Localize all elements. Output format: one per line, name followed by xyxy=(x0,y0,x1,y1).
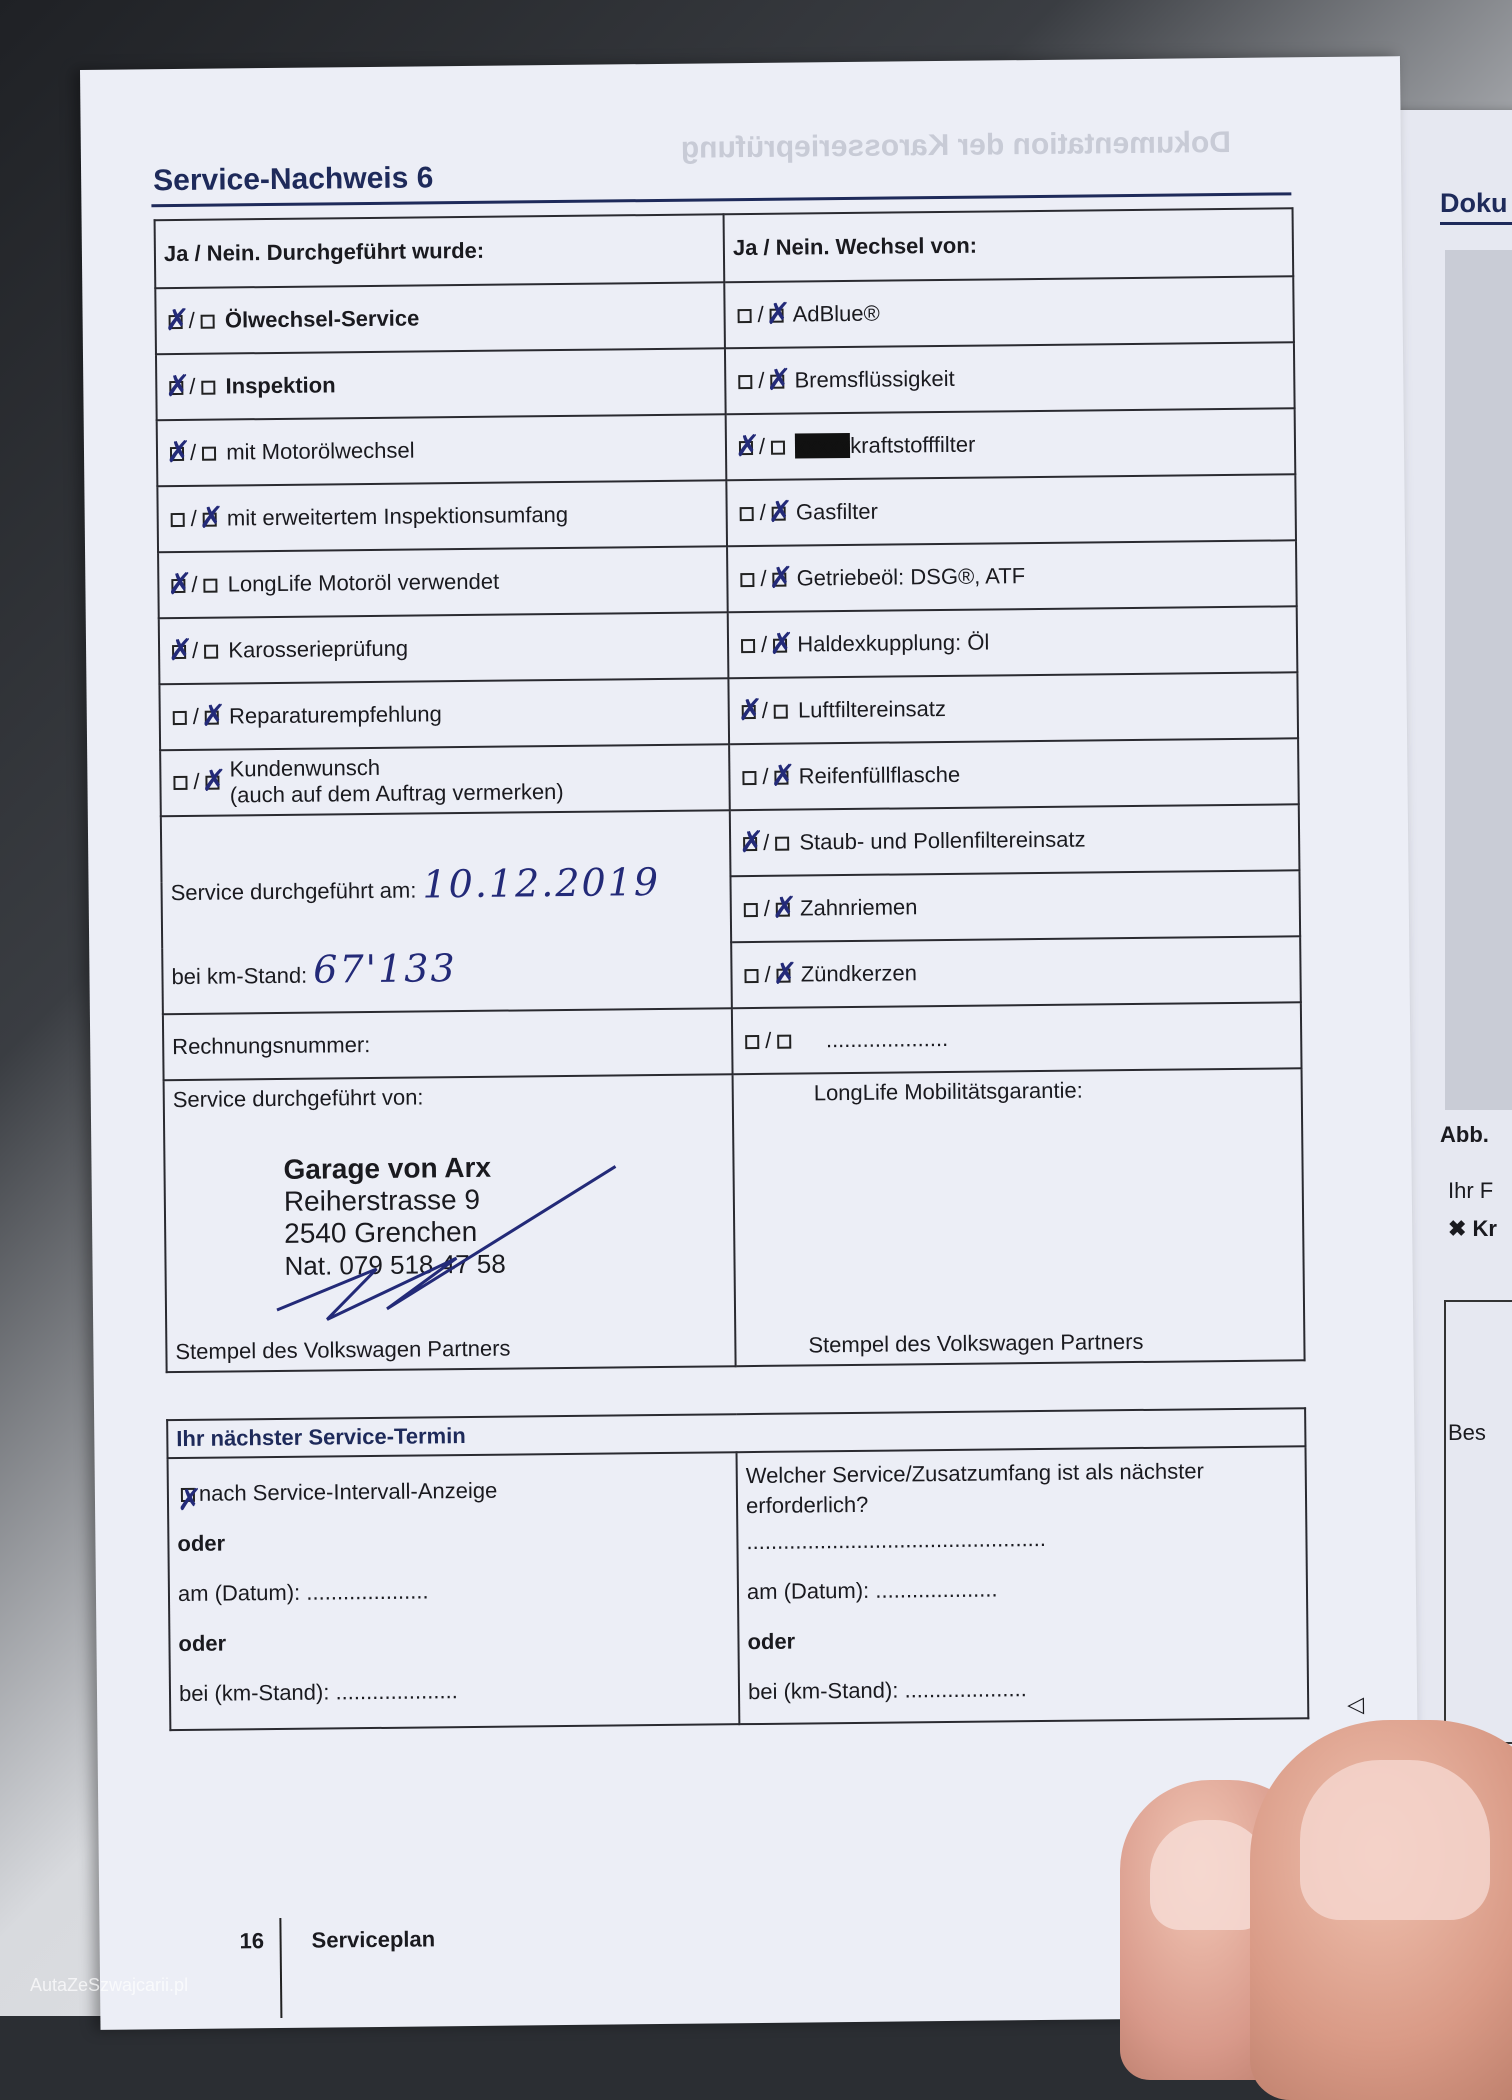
left-header: Ja / Nein. Durchgeführt wurde: xyxy=(155,214,725,288)
checkbox-nein[interactable] xyxy=(770,309,784,323)
next-question: Welcher Service/Zusatzumfang ist als nächster erforderlich? xyxy=(745,1458,1204,1519)
item-label: Karosserieprüfung xyxy=(228,635,409,663)
checkbox-interval[interactable] xyxy=(181,1488,195,1502)
checkbox-ja[interactable] xyxy=(741,639,755,653)
next-page-ihr: Ihr F xyxy=(1448,1178,1494,1203)
item-label: .................... xyxy=(825,1025,949,1053)
item-label: Reparaturempfehlung xyxy=(228,701,442,729)
continue-arrow-icon: ◁ xyxy=(1347,1691,1365,1717)
checkbox-nein[interactable] xyxy=(203,513,217,527)
checkbox-nein[interactable] xyxy=(775,837,789,851)
stamp-street: Reiherstrasse 9 xyxy=(283,1183,481,1217)
right-row-8[interactable]: ✗/ Staub- und Pollenfiltereinsatz xyxy=(730,804,1300,876)
right-row-6[interactable]: ✗ / Luftfiltereinsatz xyxy=(728,672,1298,744)
right-row-7[interactable]: /✗ Reifenfüllflasche xyxy=(729,738,1299,810)
checkbox-ja[interactable] xyxy=(172,645,186,659)
checkbox-nein[interactable] xyxy=(770,375,784,389)
right-row-0[interactable]: /✗ AdBlue® xyxy=(724,276,1294,348)
checkbox-ja[interactable] xyxy=(169,315,183,329)
checkbox-nein[interactable] xyxy=(204,645,218,659)
item-label: kraftstofffilter xyxy=(850,431,976,458)
item-label: Gasfilter xyxy=(795,498,878,525)
watermark: AutaZeSzwajcarii.pl xyxy=(30,1975,189,1995)
left-row-2[interactable]: ✗/ mit Motorölwechsel xyxy=(157,414,727,486)
invoice-cell xyxy=(163,1008,733,1080)
next-service-table xyxy=(166,1407,1309,1731)
item-label: Haldexkupplung: Öl xyxy=(797,629,990,657)
next-km-right[interactable]: bei (km-Stand): .................... xyxy=(747,1676,1027,1705)
checkbox-nein[interactable] xyxy=(771,441,785,455)
item-label: mit Motorölwechsel xyxy=(226,437,415,465)
left-row-4[interactable]: ✗/ LongLife Motoröl verwendet xyxy=(158,546,728,618)
next-dots[interactable]: ................................................. xyxy=(746,1525,1047,1555)
stamp-label-right: Stempel des Volkswagen Partners xyxy=(808,1328,1144,1358)
checkbox-ja[interactable] xyxy=(171,513,185,527)
page-title: Service-Nachweis 6 xyxy=(152,161,434,198)
item-label: Luftfiltereinsatz xyxy=(797,695,947,723)
service-by-cell xyxy=(164,1074,736,1372)
right-row-9[interactable]: /✗ Zahnriemen xyxy=(730,870,1300,942)
item-label: Reifenfüllflasche xyxy=(798,761,961,789)
service-table xyxy=(154,207,1306,1373)
next-page-kr: ✖ Kr xyxy=(1448,1216,1497,1241)
left-row-3[interactable]: /✗ mit erweitertem Inspektionsumfang xyxy=(157,480,727,552)
right-row-5[interactable]: /✗ Haldexkupplung: Öl xyxy=(728,606,1298,678)
right-row-1[interactable]: /✗ Bremsflüssigkeit xyxy=(725,342,1295,414)
checkbox-ja[interactable] xyxy=(743,837,757,851)
page-number: 16 xyxy=(239,1928,265,1954)
checkbox-ja[interactable] xyxy=(744,903,758,917)
next-oder-2: oder xyxy=(178,1630,227,1657)
booklet-page xyxy=(80,56,1420,2030)
item-label: Inspektion xyxy=(225,372,336,399)
item-label: Getriebeöl: DSG®, ATF xyxy=(796,563,1026,591)
ghost-title: Dokumentation der Karosserieprüfung xyxy=(680,125,1232,165)
next-page-abb: Abb. xyxy=(1440,1122,1489,1147)
next-page-photo xyxy=(1445,250,1512,1110)
checkbox-nein[interactable] xyxy=(777,969,791,983)
stamp-name: Garage von Arx xyxy=(283,1151,492,1185)
stamp-phone: Nat. 079 518 47 58 xyxy=(284,1248,506,1281)
checkbox-nein[interactable] xyxy=(772,507,786,521)
checkbox-nein[interactable] xyxy=(201,315,215,329)
item-label: AdBlue® xyxy=(792,300,880,327)
item-label: Ölwechsel-Service xyxy=(224,305,420,333)
thumbnail xyxy=(1300,1760,1490,1920)
checkbox-ja[interactable] xyxy=(740,573,754,587)
checkbox-ja[interactable] xyxy=(742,771,756,785)
next-right-cell xyxy=(737,1446,1309,1724)
checkbox-ja[interactable] xyxy=(739,441,753,455)
next-left-cell xyxy=(168,1452,740,1730)
next-service-title: Ihr nächster Service-Termin xyxy=(167,1408,1305,1458)
checkbox-nein[interactable] xyxy=(205,711,219,725)
item-label: Kundenwunsch xyxy=(229,754,381,782)
right-row-2[interactable]: ✗ / xxxxxkraftstofffilter xyxy=(726,408,1296,480)
service-by-label: Service durchgeführt von: xyxy=(172,1084,424,1113)
garantie-cell xyxy=(733,1068,1305,1366)
next-km-left[interactable]: bei (km-Stand): .................... xyxy=(178,1678,458,1707)
checkbox-nein[interactable] xyxy=(206,776,220,790)
next-page-title: Doku xyxy=(1440,188,1508,218)
stamp-city: 2540 Grenchen xyxy=(284,1215,478,1249)
next-oder-1: oder xyxy=(177,1530,226,1557)
right-header: Ja / Nein. Wechsel von: xyxy=(724,208,1294,282)
footer-section: Serviceplan xyxy=(311,1926,436,1953)
checkbox-ja[interactable] xyxy=(745,1035,759,1049)
right-row-10[interactable]: /✗ Zündkerzen xyxy=(731,936,1301,1008)
next-page-box xyxy=(1444,1300,1512,1744)
next-date-right[interactable]: am (Datum): .................... xyxy=(746,1576,998,1605)
checkbox-ja[interactable] xyxy=(173,776,187,790)
checkbox-ja[interactable] xyxy=(173,711,187,725)
checkbox-ja[interactable] xyxy=(738,375,752,389)
km-label: bei km-Stand: xyxy=(171,962,308,990)
item-label: LongLife Motoröl verwendet xyxy=(227,568,500,597)
checkbox-ja[interactable] xyxy=(744,969,758,983)
checkbox-ja[interactable] xyxy=(170,447,184,461)
next-date-left[interactable]: am (Datum): .................... xyxy=(177,1578,429,1607)
service-date-km-cell xyxy=(161,810,732,1014)
left-row-5[interactable]: ✗/ Karosserieprüfung xyxy=(159,612,729,684)
right-row-11[interactable]: / .................... xyxy=(732,1002,1302,1074)
item-label: Zahnriemen xyxy=(799,894,918,921)
left-row-0[interactable]: ✗/ Ölwechsel-Service xyxy=(155,282,725,354)
checkbox-nein[interactable] xyxy=(772,573,786,587)
km-value[interactable]: 67'133 xyxy=(313,946,457,992)
checkbox-nein[interactable] xyxy=(776,903,790,917)
invoice-label: Rechnungsnummer: xyxy=(172,1032,371,1060)
checkbox-ja[interactable] xyxy=(171,579,185,593)
checkbox-nein[interactable] xyxy=(777,1035,791,1049)
checkbox-nein[interactable] xyxy=(202,447,216,461)
item-label: mit erweitertem Inspektionsumfang xyxy=(226,501,569,531)
checkbox-ja[interactable] xyxy=(740,507,754,521)
checkbox-nein[interactable] xyxy=(773,639,787,653)
left-row-6[interactable]: /✗ Reparaturempfehlung xyxy=(159,678,729,750)
checkbox-nein[interactable] xyxy=(774,705,788,719)
right-row-4[interactable]: /✗ Getriebeöl: DSG®, ATF xyxy=(727,540,1297,612)
checkbox-nein[interactable] xyxy=(203,579,217,593)
item-label-2: (auch auf dem Auftrag vermerken) xyxy=(229,778,564,808)
item-label: Bremsflüssigkeit xyxy=(794,365,955,393)
checkbox-nein[interactable] xyxy=(775,771,789,785)
stamp-label-left: Stempel des Volkswagen Partners xyxy=(175,1335,511,1365)
checkbox-nein[interactable] xyxy=(201,381,215,395)
checkbox-ja[interactable] xyxy=(169,381,183,395)
signature xyxy=(255,1156,637,1330)
left-row-1[interactable]: ✗/ Inspektion xyxy=(156,348,726,420)
right-row-3[interactable]: /✗ Gasfilter xyxy=(726,474,1296,546)
checkbox-ja[interactable] xyxy=(742,705,756,719)
service-date-value[interactable]: 10.12.2019 xyxy=(422,859,661,907)
item-label: Zündkerzen xyxy=(800,960,918,987)
garantie-label: LongLife Mobilitätsgarantie: xyxy=(813,1077,1083,1106)
next-opt-interval: nach Service-Intervall-Anzeige xyxy=(198,1477,498,1506)
next-page-bes: Bes xyxy=(1448,1420,1486,1445)
footer-divider xyxy=(279,1918,282,2018)
item-label: Staub- und Pollenfiltereinsatz xyxy=(799,826,1086,855)
next-page-rule xyxy=(1440,222,1512,225)
service-date-label: Service durchgeführt am: xyxy=(170,877,417,906)
next-oder-right: oder xyxy=(747,1628,796,1655)
left-row-7[interactable]: /✗ Kundenwunsch (auch auf dem Auftrag vermerken) xyxy=(160,744,730,816)
checkbox-ja[interactable] xyxy=(738,309,752,323)
